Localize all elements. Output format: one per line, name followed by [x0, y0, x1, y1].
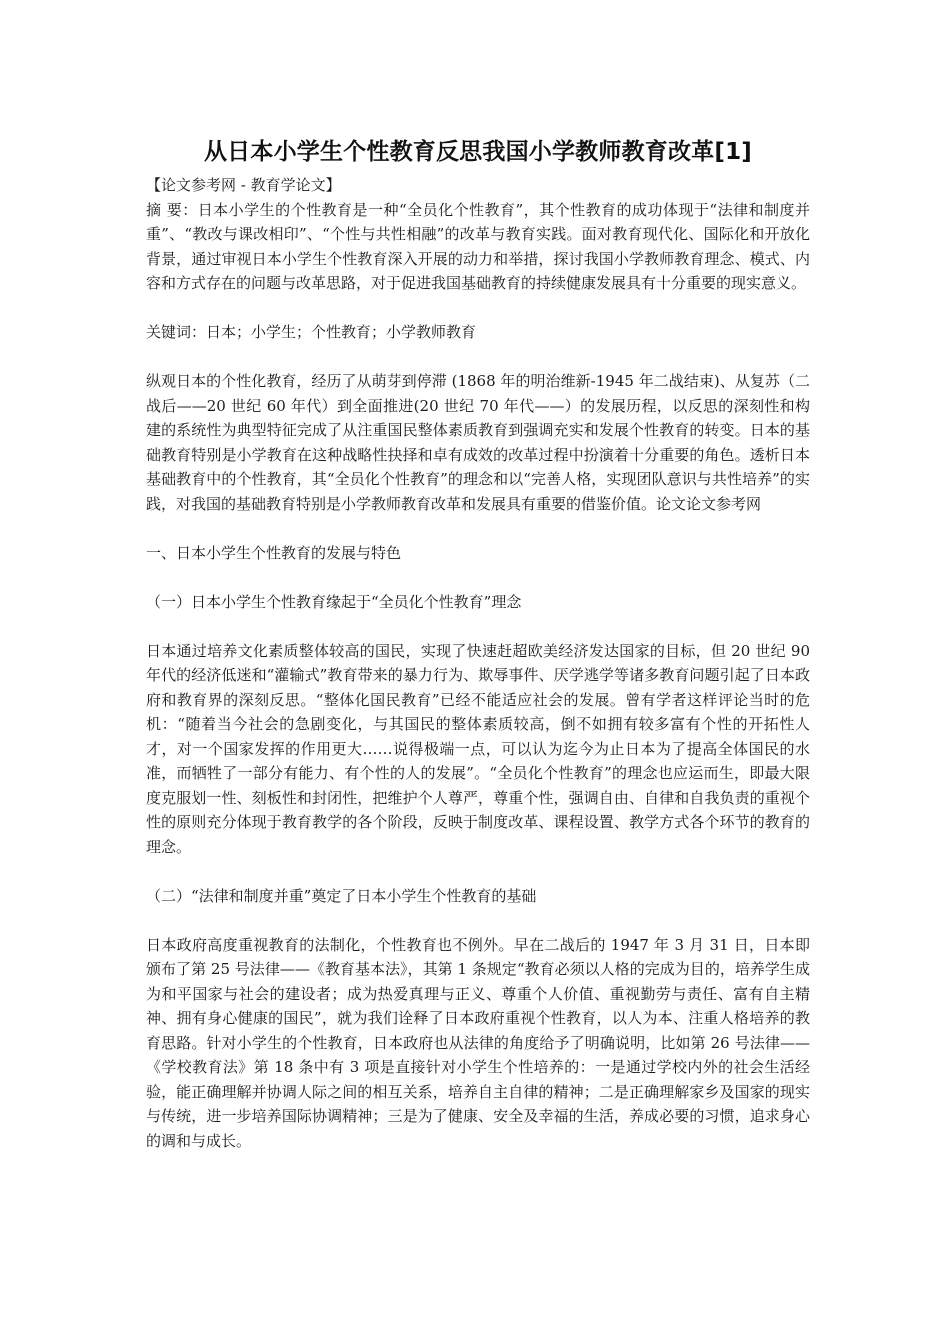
section-heading: 一、日本小学生个性教育的发展与特色 [146, 543, 402, 562]
spacer [146, 345, 810, 370]
spacer [146, 859, 810, 884]
source-line: 【论文参考网 - 教育学论文】 [146, 176, 341, 194]
spacer [146, 516, 810, 541]
keywords-line: 关键词：日本；小学生；个性教育；小学教师教育 [146, 323, 477, 341]
spacer [146, 565, 810, 590]
document-body [146, 136, 810, 1153]
spacer [146, 908, 810, 933]
subsection-heading-2: （二）“法律和制度并重”奠定了日本小学生个性教育的基础 [146, 886, 537, 905]
document-title: 从日本小学生个性教育反思我国小学教师教育改革[1] [203, 139, 753, 165]
abstract-paragraph: 摘 要：日本小学生的个性教育是一种“全员化个性教育”，其个性教育的成功体现于“法律和制度并重”、“教改与课改相印”、“个性与共性相融”的改革与教育实践。面对教育现代化、国际化和开放化背景，通过审视日本小学生个性教育深入开展的动力和举措，探讨我国小学教师教育理念、模式、内容和方式存在的问题与改革思路，对于促进我国基础教育的持续健康发展具有十分重要的现实意义。 [146, 200, 810, 292]
spacer [146, 296, 810, 321]
intro-paragraph: 纵观日本的个性化教育，经历了从萌芽到停滞 (1868 年的明治维新-1945 年二战结束)、从复苏（二战后——20 世纪 60 年代）到全面推进(20 世纪 70 年代——）的发展历程，以反思的深刻性和构建的系统性为典型特征完成了从注重国民整体素质教育到强调充实和发展个性教育的转变。日本的基础教育特别是小学教育在这种战略性抉择和卓有成效的改革过程中扮演着十分重要的角色。透析日本基础教育中的个性教育，其“全员化个性教育”的理念和以“完善人格，实现团队意识与共性培养”的实践，对我国的基础教育特别是小学教师教育改革和发展具有重要的借鉴价值。论文论文参考网 [146, 372, 810, 513]
subsection-1-paragraph: 日本通过培养文化素质整体较高的国民，实现了快速赶超欧美经济发达国家的目标，但 20 世纪 90 年代的经济低迷和“灌输式”教育带来的暴力行为、欺辱事件、厌学逃学等诸多教育问题引起了日本政府和教育界的深刻反思。“整体化国民教育”已经不能适应社会的发展。曾有学者这样评论当时的危机：“随着当今社会的急剧变化，与其国民的整体素质较高，倒不如拥有较多富有个性的开拓性人才，对一个国家发挥的作用更大……说得极端一点，可以认为迄今为止日本为了提高全体国民的水准，而牺牲了一部分有能力、有个性的人的发展”。“全员化个性教育”的理念也应运而生，即最大限度克服划一性、刻板性和封闭性，把维护个人尊严，尊重个性，强调自由、自律和自我负责的重视个性的原则充分体现于教育教学的各个阶段，反映于制度改革、课程设置、教学方式各个环节的教育的理念。 [146, 641, 810, 856]
subsection-2-paragraph: 日本政府高度重视教育的法制化，个性教育也不例外。早在二战后的 1947 年 3 月 31 日，日本即颁布了第 25 号法律——《教育基本法》，其第 1 条规定“教育必须以人格的完成为目的，培养学生成为和平国家与社会的建设者；成为热爱真理与正义、尊重个人价值、重视勤劳与责任、富有自主精神、拥有身心健康的国民”，就为我们诠释了日本政府重视个性教育，以人为本、注重人格培养的教育思路。针对小学生的个性教育，日本政府也从法律的角度给予了明确说明，比如第 26 号法律——《学校教育法》第 18 条中有 3 项是直接针对小学生个性培养的：一是通过学校内外的社会生活经验，能正确理解并协调人际之间的相互关系，培养自主自律的精神；二是正确理解家乡及国家的现实与传统，进一步培养国际协调精神；三是为了健康、安全及幸福的生活，养成必要的习惯，追求身心的调和与成长。 [146, 935, 810, 1150]
spacer [146, 614, 810, 639]
subsection-heading-1: （一）日本小学生个性教育缘起于“全员化个性教育”理念 [146, 592, 522, 611]
